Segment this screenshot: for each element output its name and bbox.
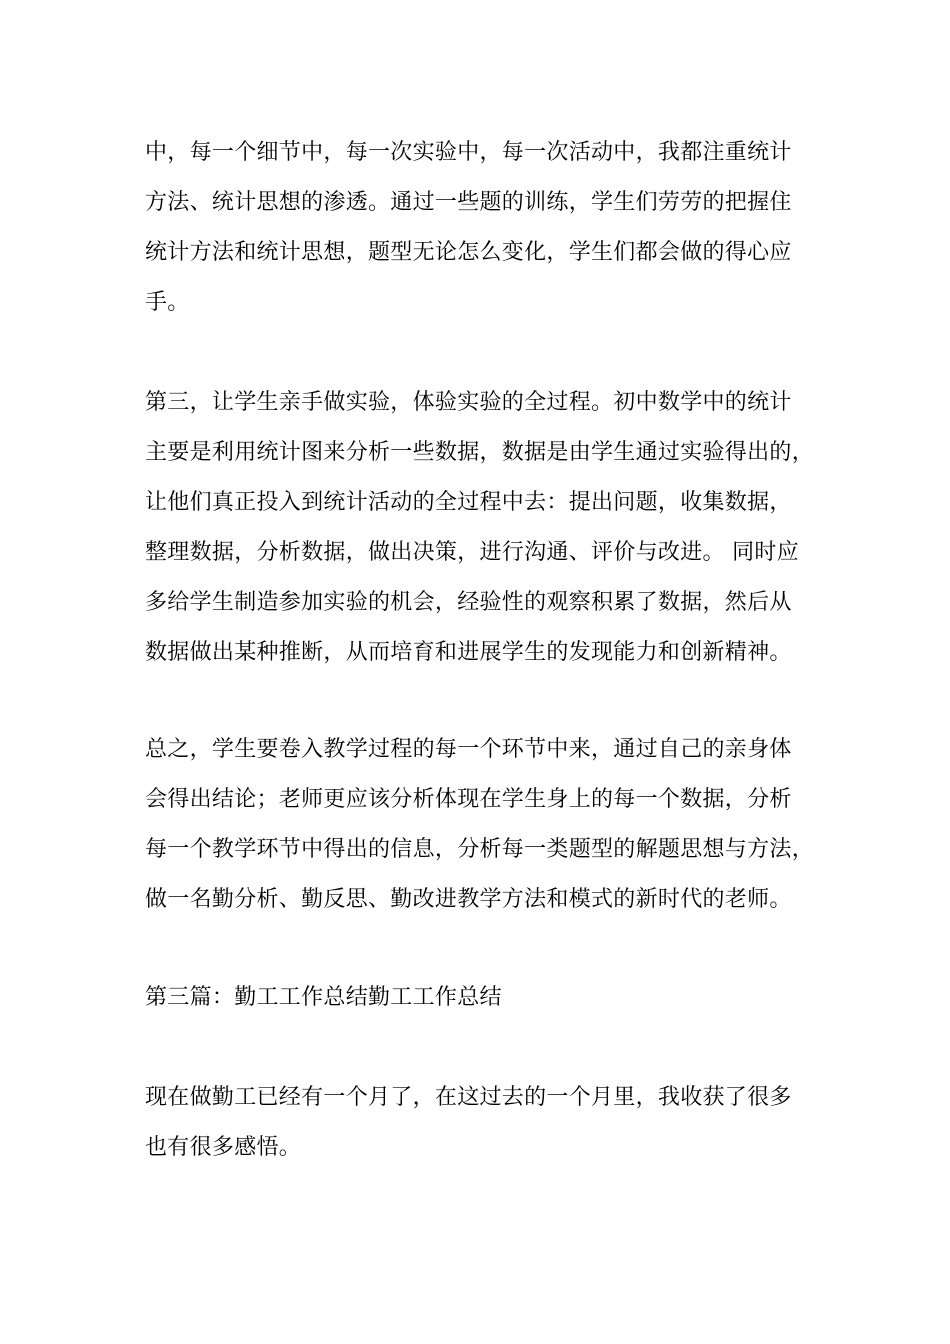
text-line: 会得出结论；老师更应该分析体现在学生身上的每一个数据，分析 xyxy=(145,787,792,812)
heading-line: 第三篇：勤工工作总结勤工工作总结 xyxy=(145,985,502,1010)
text-line: 整理数据，分析数据，做出决策，进行沟通、评价与改进。 同时应 xyxy=(145,540,799,565)
text-line: 主要是利用统计图来分析一些数据，数据是由学生通过实验得出的， xyxy=(145,440,815,465)
paragraph-conclusion xyxy=(145,725,815,925)
text-line: 数据做出某种推断，从而培育和进展学生的发现能力和创新精神。 xyxy=(145,640,792,665)
text-line: 方法、统计思想的渗透。通过一些题的训练，学生们劳劳的把握住 xyxy=(145,190,792,215)
text-line: 多给学生制造参加实验的机会，经验性的观察积累了数据，然后从 xyxy=(145,590,792,615)
text-line: 做一名勤分析、勤反思、勤改进教学方法和模式的新时代的老师。 xyxy=(145,887,792,912)
paragraph-work-study-intro xyxy=(145,1073,815,1173)
text-line: 统计方法和统计思想，题型无论怎么变化，学生们都会做的得心应 xyxy=(145,240,792,265)
text-line: 让他们真正投入到统计活动的全过程中去：提出问题，收集数据， xyxy=(145,490,792,515)
text-line: 现在做勤工已经有一个月了，在这过去的一个月里，我收获了很多 xyxy=(145,1085,792,1110)
paragraph-experiments xyxy=(145,378,815,678)
text-line: 中，每一个细节中，每一次实验中，每一次活动中，我都注重统计 xyxy=(145,140,792,165)
text-line: 手。 xyxy=(145,290,190,315)
text-line: 每一个教学环节中得出的信息，分析每一类题型的解题思想与方法， xyxy=(145,837,815,862)
text-line: 也有很多感悟。 xyxy=(145,1135,302,1160)
text-line: 第三，让学生亲手做实验，体验实验的全过程。初中数学中的统计 xyxy=(145,390,792,415)
paragraph-statistics-methods xyxy=(145,128,815,328)
section-heading xyxy=(145,973,815,1023)
text-line: 总之，学生要卷入教学过程的每一个环节中来，通过自己的亲身体 xyxy=(145,737,792,762)
